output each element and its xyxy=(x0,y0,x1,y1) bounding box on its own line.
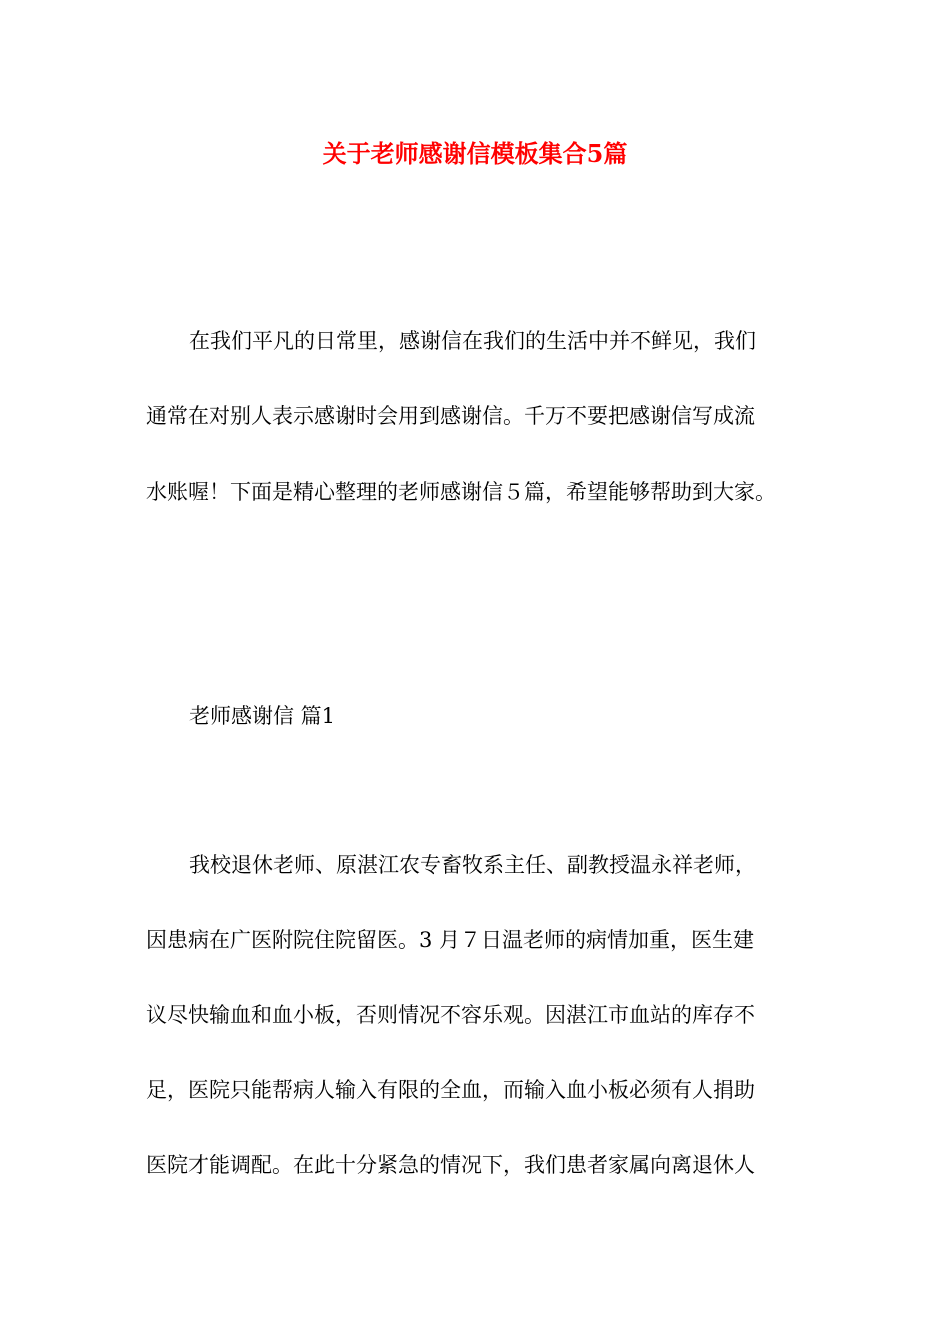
intro-line-1: 在我们平凡的日常里，感谢信在我们的生活中并不鲜见，我们 xyxy=(189,329,756,353)
body-line-2: 因患病在广医附院住院留医。3 月７日温老师的病情加重，医生建 xyxy=(146,928,755,952)
body-line-4: 足，医院只能帮病人输入有限的全血，而输入血小板必须有人捐助 xyxy=(146,1078,755,1102)
body-line-5: 医院才能调配。在此十分紧急的情况下，我们患者家属向离退休人 xyxy=(146,1153,755,1177)
body-line-3: 议尽快输血和血小板，否则情况不容乐观。因湛江市血站的库存不 xyxy=(146,1003,755,1027)
body-line-1: 我校退休老师、原湛江农专畜牧系主任、副教授温永祥老师， xyxy=(189,853,756,877)
intro-line-3: 水账喔！下面是精心整理的老师感谢信５篇，希望能够帮助到大家。 xyxy=(146,480,776,504)
intro-line-2: 通常在对别人表示感谢时会用到感谢信。千万不要把感谢信写成流 xyxy=(146,404,755,428)
section-heading: 老师感谢信 篇1 xyxy=(189,704,336,728)
document-title: 关于老师感谢信模板集合5篇 xyxy=(322,139,628,168)
